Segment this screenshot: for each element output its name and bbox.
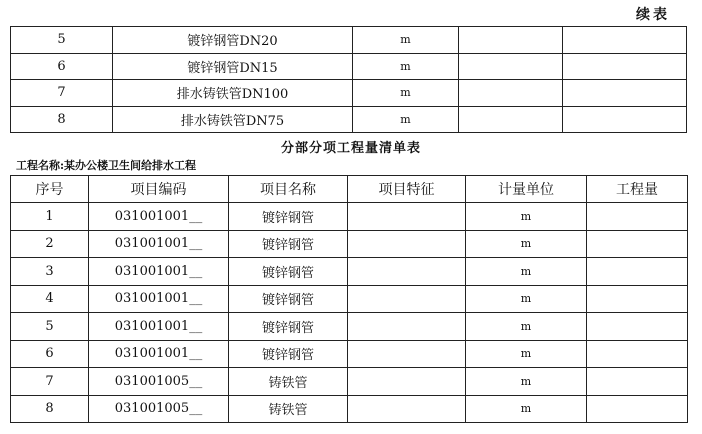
- header-item-code: 项目编码: [89, 176, 229, 203]
- header-serial-number: 序号: [11, 176, 89, 203]
- unit-cell: m: [353, 53, 459, 80]
- header-item-feature: 项目特征: [348, 176, 466, 203]
- item-feature: [348, 395, 466, 423]
- table-row: [11, 27, 687, 54]
- item-name: 镀锌钢管: [229, 285, 348, 313]
- item-code: 031001001__: [89, 313, 229, 341]
- empty-cell: [563, 27, 687, 54]
- project-name: 工程名称:某办公楼卫生间给排水工程: [16, 159, 197, 172]
- empty-cell: [563, 106, 687, 133]
- table-row: [11, 258, 688, 286]
- continuation-table: [10, 26, 687, 133]
- item-feature: [348, 368, 466, 396]
- item-code: 031001001__: [89, 285, 229, 313]
- table-row: [11, 106, 687, 133]
- item-code: 031001001__: [89, 230, 229, 258]
- table-row: [11, 285, 688, 313]
- quantity-cell: [587, 395, 688, 423]
- item-feature: [348, 258, 466, 286]
- unit-cell: m: [466, 368, 587, 396]
- item-feature: [348, 230, 466, 258]
- empty-cell: [563, 53, 687, 80]
- empty-cell: [459, 27, 563, 54]
- row-number: 2: [11, 230, 89, 258]
- header-quantity: 工程量: [587, 176, 688, 203]
- unit-cell: m: [466, 313, 587, 341]
- quantity-cell: [587, 258, 688, 286]
- item-name: 排水铸铁管DN100: [113, 80, 353, 107]
- table-title: 分部分项工程量清单表: [280, 141, 421, 156]
- table-row: [11, 80, 687, 107]
- quantity-cell: [587, 368, 688, 396]
- row-number: 5: [11, 313, 89, 341]
- item-name: 镀锌钢管DN15: [113, 53, 353, 80]
- item-code: 031001001__: [89, 258, 229, 286]
- unit-cell: m: [466, 258, 587, 286]
- header-unit: 计量单位: [466, 176, 587, 203]
- unit-cell: m: [353, 27, 459, 54]
- row-number: 5: [11, 27, 113, 54]
- unit-cell: m: [466, 340, 587, 368]
- table-row: [11, 368, 688, 396]
- row-number: 7: [11, 80, 113, 107]
- item-code: 031001001__: [89, 203, 229, 231]
- row-number: 6: [11, 53, 113, 80]
- row-number: 4: [11, 285, 89, 313]
- item-code: 031001005__: [89, 395, 229, 423]
- item-feature: [348, 203, 466, 231]
- unit-cell: m: [353, 106, 459, 133]
- item-name: 镀锌钢管: [229, 203, 348, 231]
- row-number: 8: [11, 106, 113, 133]
- quantity-cell: [587, 230, 688, 258]
- table-row: [11, 203, 688, 231]
- item-code: 031001001__: [89, 340, 229, 368]
- row-number: 1: [11, 203, 89, 231]
- row-number: 8: [11, 395, 89, 423]
- row-number: 3: [11, 258, 89, 286]
- continuation-label: 续表: [636, 7, 670, 23]
- empty-cell: [563, 80, 687, 107]
- unit-cell: m: [466, 230, 587, 258]
- unit-cell: m: [466, 285, 587, 313]
- bill-of-quantities-table: [10, 175, 688, 423]
- item-name: 镀锌钢管: [229, 230, 348, 258]
- quantity-cell: [587, 340, 688, 368]
- table-row: [11, 395, 688, 423]
- item-name: 镀锌钢管: [229, 258, 348, 286]
- table-row: [11, 53, 687, 80]
- item-name: 排水铸铁管DN75: [113, 106, 353, 133]
- item-name: 镀锌钢管: [229, 340, 348, 368]
- item-name: 铸铁管: [229, 368, 348, 396]
- item-name: 铸铁管: [229, 395, 348, 423]
- unit-cell: m: [353, 80, 459, 107]
- item-feature: [348, 285, 466, 313]
- item-feature: [348, 340, 466, 368]
- empty-cell: [459, 80, 563, 107]
- header-row: [11, 176, 688, 203]
- item-name: 镀锌钢管: [229, 313, 348, 341]
- table-row: [11, 230, 688, 258]
- item-feature: [348, 313, 466, 341]
- row-number: 7: [11, 368, 89, 396]
- quantity-cell: [587, 313, 688, 341]
- quantity-cell: [587, 285, 688, 313]
- unit-cell: m: [466, 203, 587, 231]
- unit-cell: m: [466, 395, 587, 423]
- item-name: 镀锌钢管DN20: [113, 27, 353, 54]
- empty-cell: [459, 106, 563, 133]
- table-row: [11, 340, 688, 368]
- header-item-name: 项目名称: [229, 176, 348, 203]
- empty-cell: [459, 53, 563, 80]
- quantity-cell: [587, 203, 688, 231]
- row-number: 6: [11, 340, 89, 368]
- item-code: 031001005__: [89, 368, 229, 396]
- table-row: [11, 313, 688, 341]
